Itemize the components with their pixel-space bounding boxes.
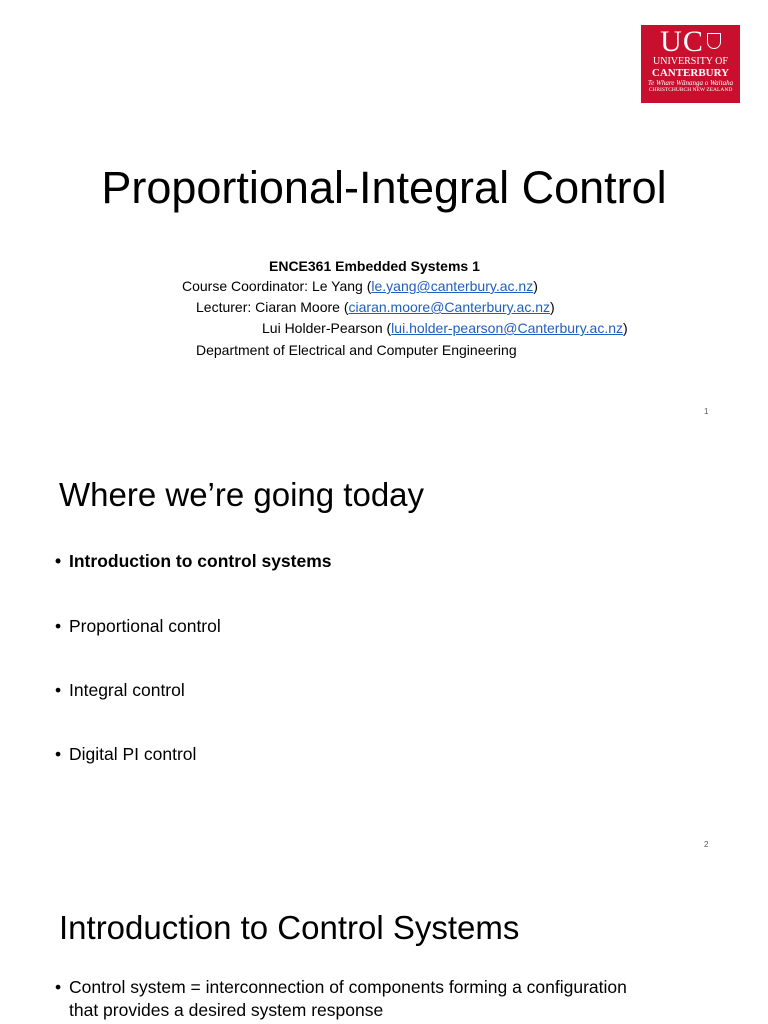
close-paren: ) <box>533 278 538 294</box>
university-logo <box>641 25 740 103</box>
coordinator-email-link[interactable]: le.yang@canterbury.ac.nz <box>371 278 534 294</box>
bullet-icon: • <box>55 744 62 764</box>
slide2-title: Where we’re going today <box>59 476 425 513</box>
logo-line3: Te Whare Wānanga o Waitaha <box>647 79 734 87</box>
bullet-icon: • <box>55 680 62 700</box>
logo-line4: CHRISTCHURCH NEW ZEALAND <box>648 87 733 93</box>
lecturer2-line <box>262 318 628 339</box>
bullet-icon: • <box>55 551 62 571</box>
slide1-page-number: 1 <box>704 407 709 416</box>
bullet-icon: • <box>55 977 62 997</box>
coordinator-prefix: Course Coordinator: Le Yang ( <box>182 278 372 294</box>
bullet-icon: • <box>55 616 62 636</box>
slide2-page-number: 2 <box>704 840 709 849</box>
lecturer-email-link[interactable]: ciaran.moore@Canterbury.ac.nz <box>348 299 550 315</box>
agenda-item-integral: • Integral control <box>55 680 185 700</box>
crest-icon <box>707 33 721 49</box>
lecturer2-email-link[interactable]: lui.holder-pearson@Canterbury.ac.nz <box>391 320 624 336</box>
department: Department of Electrical and Computer Engineering <box>196 342 517 358</box>
logo-line2: CANTERBURY <box>651 67 730 79</box>
lecturer2-prefix: Lui Holder-Pearson ( <box>262 320 392 336</box>
lecturer-prefix: Lecturer: Ciaran Moore ( <box>196 299 349 315</box>
slide3-title: Introduction to Control Systems <box>59 909 520 946</box>
agenda-item-proportional: • Proportional control <box>55 616 221 636</box>
slide1-title: Proportional-Integral Control <box>101 162 667 213</box>
coordinator-line <box>182 276 538 297</box>
close-paren: ) <box>550 299 555 315</box>
control-system-definition: • Control system = interconnection of components forming a configuration <box>55 977 627 997</box>
agenda-item-digital: • Digital PI control <box>55 744 197 764</box>
close-paren: ) <box>623 320 628 336</box>
course-name: ENCE361 Embedded Systems 1 <box>269 258 480 274</box>
agenda-item-intro: • Introduction to control systems <box>55 551 332 571</box>
lecturer-line <box>196 297 555 318</box>
logo-line1: UNIVERSITY OF <box>653 56 728 67</box>
control-system-definition-cont: that provides a desired system response <box>69 1000 384 1020</box>
logo-abbr: UC <box>660 25 704 58</box>
